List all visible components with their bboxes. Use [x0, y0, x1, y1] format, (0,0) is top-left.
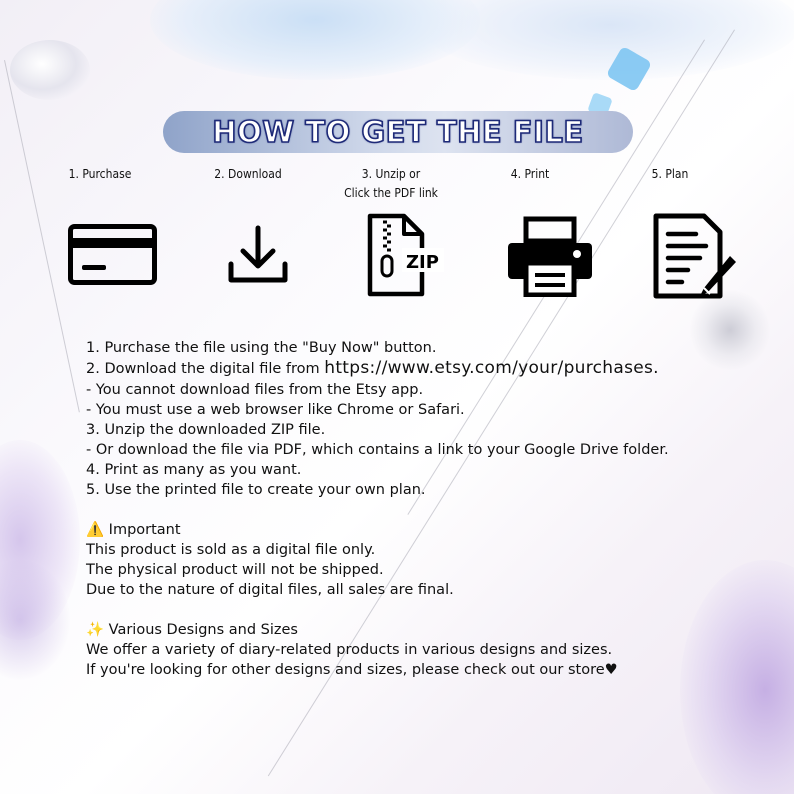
printer-icon	[506, 215, 594, 297]
purchases-url: https://www.etsy.com/your/purchases.	[324, 358, 659, 378]
instruction-line-4: - You must use a web browser like Chrome or Safari.	[86, 402, 465, 418]
step-label-purchase: 1. Purchase	[68, 167, 132, 181]
download-icon	[226, 224, 290, 286]
important-heading: ⚠️ Important	[86, 522, 181, 538]
instruction-line-1: 1. Purchase the file using the "Buy Now" button.	[86, 340, 437, 356]
designs-heading: ✨ Various Designs and Sizes	[86, 622, 298, 638]
svg-text:ZIP: ZIP	[406, 252, 439, 273]
banner-title: HOW TO GET THE FILE	[212, 115, 584, 149]
important-line-3: Due to the nature of digital files, all sales are final.	[86, 582, 454, 598]
designs-line-1: We offer a variety of diary-related products in various designs and sizes.	[86, 642, 613, 658]
credit-card-icon	[68, 224, 158, 286]
instruction-line-5: 3. Unzip the downloaded ZIP file.	[86, 422, 326, 438]
document-pen-icon	[652, 212, 740, 300]
step-label-print: 4. Print	[510, 167, 550, 181]
zip-file-icon	[364, 212, 444, 300]
instruction-line-6: - Or download the file via PDF, which contains a link to your Google Drive folder.	[86, 442, 669, 458]
jewel-decoration	[690, 290, 770, 370]
designs-line-2: If you're looking for other designs and sizes, please check out our store♥	[86, 662, 618, 678]
instruction-line-3: - You cannot download files from the Etsy app.	[86, 382, 424, 398]
important-line-1: This product is sold as a digital file only.	[86, 542, 376, 558]
step-label-plan: 5. Plan	[651, 167, 689, 181]
ribbon-decoration	[420, 0, 794, 80]
pearl-decoration	[10, 40, 90, 100]
instruction-line-8: 5. Use the printed file to create your own plan.	[86, 482, 426, 498]
important-line-2: The physical product will not be shipped.	[86, 562, 384, 578]
instruction-text: 2. Download the digital file from	[86, 361, 325, 377]
flower-decoration	[680, 560, 794, 794]
instruction-line-2	[86, 358, 659, 379]
title-banner	[163, 111, 633, 153]
instruction-line-7: 4. Print as many as you want.	[86, 462, 302, 478]
step-label-download: 2. Download	[214, 167, 282, 181]
step-label-unzip: 3. Unzip or Click the PDF link	[344, 167, 438, 200]
